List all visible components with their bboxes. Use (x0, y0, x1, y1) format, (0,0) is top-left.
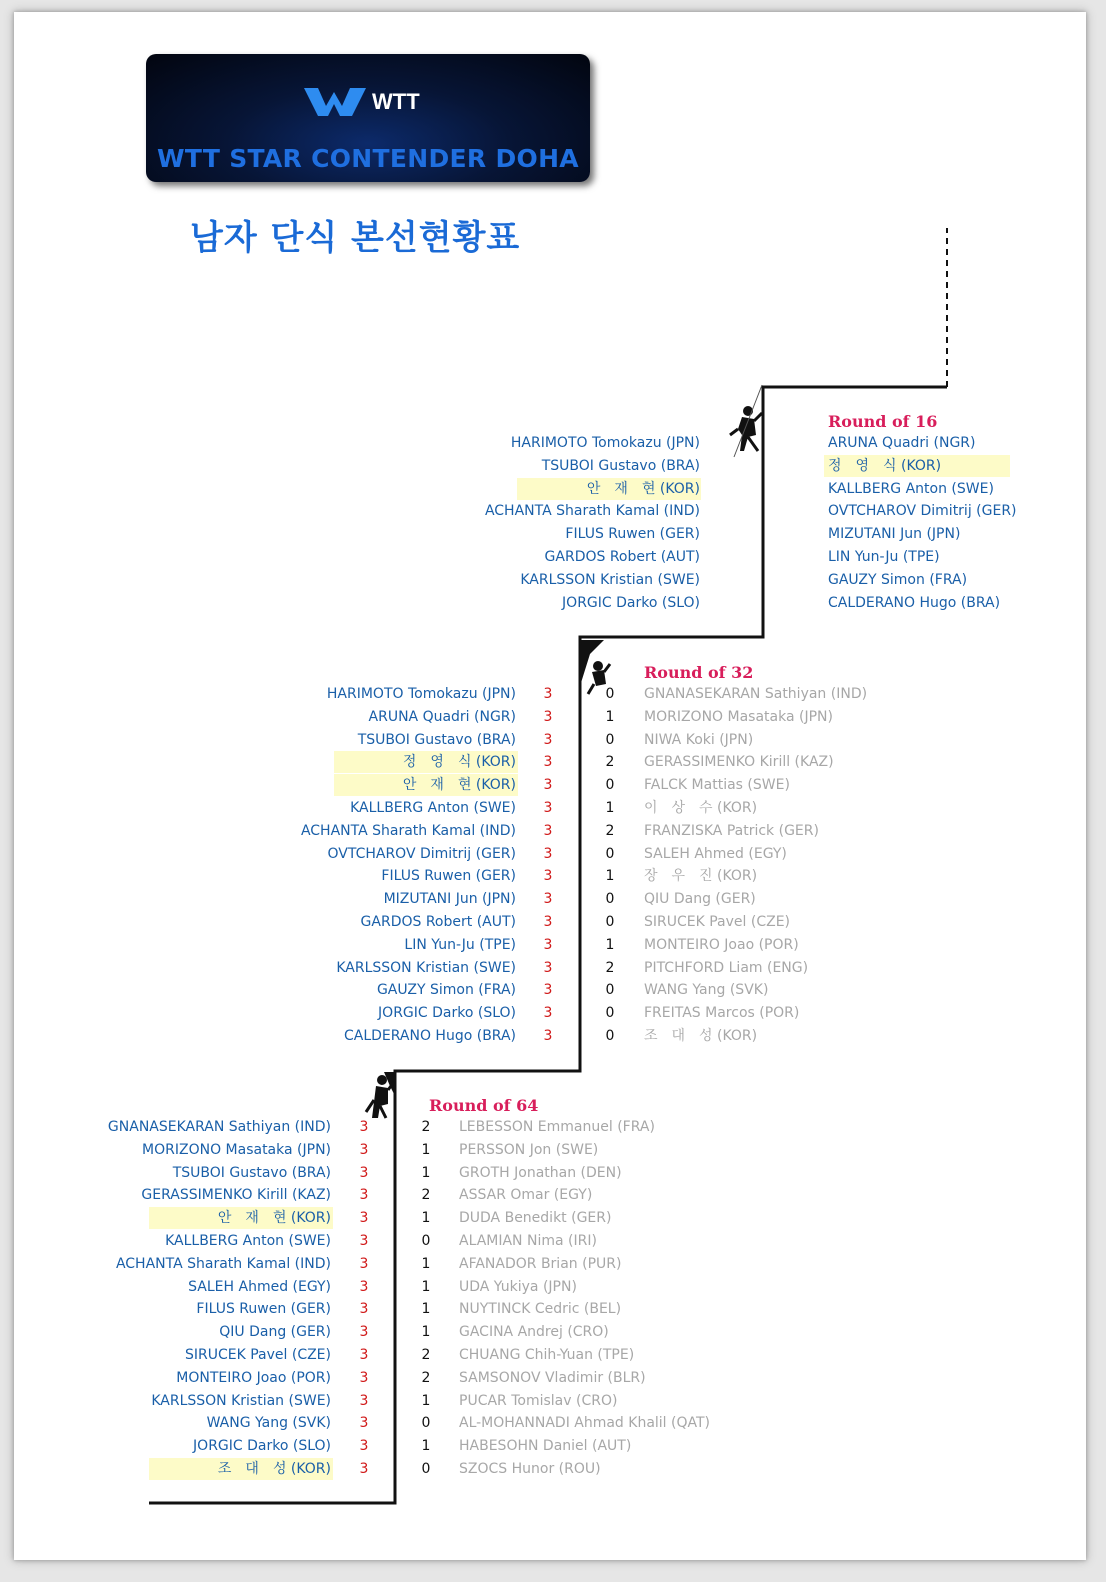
winner-score: 3 (359, 1392, 369, 1409)
winner-name: CALDERANO Hugo (BRA) (343, 1028, 516, 1044)
loser-name: SZOCS Hunor (ROU) (459, 1461, 601, 1477)
loser-name: GERASSIMENKO Kirill (KAZ) (644, 754, 834, 771)
winner-name: GARDOS Robert (AUT) (360, 914, 516, 930)
winner-name: OVTCHAROV Dimitrij (GER) (327, 845, 516, 862)
loser-score: 1 (605, 868, 615, 885)
winner-name: HARIMOTO Tomokazu (JPN) (326, 686, 516, 702)
winner-name: SALEH Ahmed (EGY) (188, 1278, 331, 1295)
player-name: 정 영 식 (KOR) (828, 457, 942, 474)
loser-name: MORIZONO Masataka (JPN) (644, 708, 833, 725)
loser-name: SAMSONOV Vladimir (BLR) (459, 1369, 646, 1386)
winner-score: 3 (543, 845, 553, 862)
winner-name: SIRUCEK Pavel (CZE) (184, 1347, 331, 1363)
winner-score: 3 (359, 1438, 369, 1455)
climber-icon (730, 385, 762, 457)
loser-name: MONTEIRO Joao (POR) (644, 936, 799, 953)
page-title: 남자 단식 본선현황표 (190, 218, 521, 258)
winner-score: 3 (359, 1141, 369, 1158)
loser-name: ALAMIAN Nima (IRI) (459, 1233, 597, 1249)
winner-score: 3 (359, 1187, 369, 1204)
winner-score: 3 (359, 1347, 369, 1363)
player-name: 안 재 현 (KOR) (586, 480, 700, 497)
winner-name: MORIZONO Masataka (JPN) (142, 1141, 331, 1158)
winner-name: MIZUTANI Jun (JPN) (383, 891, 516, 908)
winner-name: ACHANTA Sharath Kamal (IND) (300, 822, 516, 839)
loser-score: 1 (421, 1438, 431, 1455)
loser-score: 2 (605, 754, 615, 771)
climber-icon (366, 1072, 395, 1118)
loser-name: NUYTINCK Cedric (BEL) (459, 1301, 622, 1318)
round-label-64: Round of 64 (429, 1096, 539, 1115)
loser-name: PITCHFORD Liam (ENG) (644, 959, 809, 976)
loser-name: AL-MOHANNADI Ahmad Khalil (QAT) (459, 1415, 711, 1432)
winner-score: 3 (359, 1278, 369, 1295)
winner-score: 3 (543, 1028, 553, 1044)
loser-name: LEBESSON Emmanuel (FRA) (459, 1119, 655, 1135)
winner-name: GNANASEKARAN Sathiyan (IND) (107, 1119, 331, 1135)
winner-name: 정 영 식 (KOR) (402, 754, 516, 771)
loser-score: 0 (605, 731, 615, 748)
winner-score: 3 (359, 1119, 369, 1135)
loser-name: NIWA Koki (JPN) (644, 731, 754, 748)
winner-name: QIU Dang (GER) (219, 1324, 331, 1341)
loser-name: PUCAR Tomislav (CRO) (459, 1392, 618, 1409)
winner-score: 3 (543, 868, 553, 885)
loser-score: 1 (421, 1210, 431, 1227)
loser-name: SIRUCEK Pavel (CZE) (644, 914, 791, 930)
winner-score: 3 (543, 754, 553, 771)
loser-name: 조 대 성 (KOR) (644, 1028, 758, 1044)
loser-score: 1 (421, 1255, 431, 1272)
winner-score: 3 (359, 1461, 369, 1477)
winner-name: FILUS Ruwen (GER) (381, 868, 516, 885)
player-name: FILUS Ruwen (GER) (565, 526, 700, 543)
loser-name: GROTH Jonathan (DEN) (459, 1164, 622, 1181)
player-name: GARDOS Robert (AUT) (544, 549, 700, 565)
round-label-32: Round of 32 (644, 663, 754, 682)
loser-score: 1 (605, 708, 615, 725)
loser-score: 1 (421, 1324, 431, 1341)
loser-name: PERSSON Jon (SWE) (459, 1141, 599, 1158)
winner-name: KALLBERG Anton (SWE) (350, 800, 516, 816)
round-label-16: Round of 16 (828, 412, 938, 431)
player-name: LIN Yun-Ju (TPE) (828, 549, 940, 565)
loser-score: 1 (421, 1278, 431, 1295)
winner-name: 조 대 성 (KOR) (217, 1461, 331, 1477)
loser-name: FRANZISKA Patrick (GER) (644, 822, 819, 839)
winner-name: JORGIC Darko (SLO) (378, 1005, 516, 1022)
event-title: WTT STAR CONTENDER DOHA (157, 144, 579, 173)
loser-name: AFANADOR Brian (PUR) (459, 1255, 622, 1272)
winner-name: LIN Yun-Ju (TPE) (404, 936, 516, 953)
player-name: GAUZY Simon (FRA) (828, 571, 968, 588)
loser-name: WANG Yang (SVK) (644, 982, 769, 999)
loser-score: 1 (605, 936, 615, 953)
player-name: CALDERANO Hugo (BRA) (828, 594, 1001, 611)
winner-score: 3 (543, 777, 553, 794)
loser-score: 0 (421, 1415, 431, 1432)
player-name: ACHANTA Sharath Kamal (IND) (484, 503, 700, 520)
player-name: ARUNA Quadri (NGR) (828, 435, 976, 451)
winner-score: 3 (543, 686, 553, 702)
winner-score: 3 (359, 1415, 369, 1432)
loser-score: 1 (421, 1141, 431, 1158)
loser-score: 2 (421, 1119, 431, 1135)
winner-name: MONTEIRO Joao (POR) (176, 1369, 331, 1386)
loser-name: 장 우 진 (KOR) (644, 868, 758, 885)
loser-score: 0 (605, 777, 615, 794)
winner-name: 안 재 현 (KOR) (217, 1210, 331, 1227)
loser-name: 이 상 수 (KOR) (644, 800, 758, 816)
winner-name: TSUBOI Gustavo (BRA) (357, 731, 516, 748)
winner-score: 3 (543, 800, 553, 816)
loser-name: HABESOHN Daniel (AUT) (459, 1438, 632, 1455)
loser-score: 0 (605, 914, 615, 930)
loser-name: UDA Yukiya (JPN) (459, 1278, 577, 1295)
winner-score: 3 (543, 914, 553, 930)
winner-name: TSUBOI Gustavo (BRA) (172, 1164, 331, 1181)
loser-name: FREITAS Marcos (POR) (644, 1005, 800, 1022)
loser-score: 0 (605, 891, 615, 908)
winner-score: 3 (359, 1369, 369, 1386)
winner-score: 3 (359, 1301, 369, 1318)
winner-score: 3 (359, 1255, 369, 1272)
player-name: JORGIC Darko (SLO) (562, 594, 700, 611)
winner-name: GAUZY Simon (FRA) (376, 982, 516, 999)
winner-name: 안 재 현 (KOR) (402, 777, 516, 794)
winner-score: 3 (359, 1164, 369, 1181)
winner-score: 3 (543, 708, 553, 725)
winner-score: 3 (359, 1210, 369, 1227)
loser-score: 1 (421, 1392, 431, 1409)
loser-name: QIU Dang (GER) (644, 891, 756, 908)
winner-name: KARLSSON Kristian (SWE) (151, 1392, 331, 1409)
loser-name: FALCK Mattias (SWE) (644, 777, 790, 794)
loser-score: 2 (605, 822, 615, 839)
winner-score: 3 (359, 1324, 369, 1341)
loser-score: 0 (605, 686, 615, 702)
winner-score: 3 (543, 822, 553, 839)
winner-score: 3 (543, 731, 553, 748)
winner-name: FILUS Ruwen (GER) (196, 1301, 331, 1318)
loser-name: SALEH Ahmed (EGY) (644, 845, 787, 862)
winner-score: 3 (543, 936, 553, 953)
player-name: MIZUTANI Jun (JPN) (828, 526, 961, 543)
loser-name: GNANASEKARAN Sathiyan (IND) (644, 686, 868, 702)
loser-score: 2 (421, 1347, 431, 1363)
winner-name: ARUNA Quadri (NGR) (368, 708, 516, 725)
player-name: KARLSSON Kristian (SWE) (520, 571, 700, 588)
loser-score: 0 (605, 982, 615, 999)
winner-score: 3 (543, 982, 553, 999)
player-name: KALLBERG Anton (SWE) (828, 480, 994, 497)
loser-score: 0 (605, 1028, 615, 1044)
loser-name: ASSAR Omar (EGY) (459, 1187, 593, 1204)
loser-score: 2 (421, 1187, 431, 1204)
player-name: OVTCHAROV Dimitrij (GER) (828, 503, 1017, 520)
logo-text: WTT (372, 89, 420, 114)
winner-score: 3 (543, 891, 553, 908)
loser-score: 0 (421, 1233, 431, 1249)
winner-name: ACHANTA Sharath Kamal (IND) (115, 1255, 331, 1272)
winner-name: KALLBERG Anton (SWE) (165, 1233, 331, 1249)
loser-score: 1 (421, 1301, 431, 1318)
loser-name: DUDA Benedikt (GER) (459, 1210, 612, 1227)
player-name: TSUBOI Gustavo (BRA) (541, 457, 700, 474)
winner-score: 3 (543, 1005, 553, 1022)
loser-score: 1 (605, 800, 615, 816)
winner-name: WANG Yang (SVK) (206, 1415, 331, 1432)
winner-score: 3 (543, 959, 553, 976)
player-name: HARIMOTO Tomokazu (JPN) (510, 435, 700, 451)
winner-score: 3 (359, 1233, 369, 1249)
loser-score: 2 (605, 959, 615, 976)
loser-score: 0 (421, 1461, 431, 1477)
loser-name: GACINA Andrej (CRO) (459, 1324, 609, 1341)
loser-score: 0 (605, 1005, 615, 1022)
loser-score: 2 (421, 1369, 431, 1386)
loser-score: 0 (605, 845, 615, 862)
winner-name: JORGIC Darko (SLO) (193, 1438, 331, 1455)
winner-name: KARLSSON Kristian (SWE) (336, 959, 516, 976)
winner-name: GERASSIMENKO Kirill (KAZ) (141, 1187, 331, 1204)
loser-score: 1 (421, 1164, 431, 1181)
loser-name: CHUANG Chih-Yuan (TPE) (459, 1347, 635, 1363)
